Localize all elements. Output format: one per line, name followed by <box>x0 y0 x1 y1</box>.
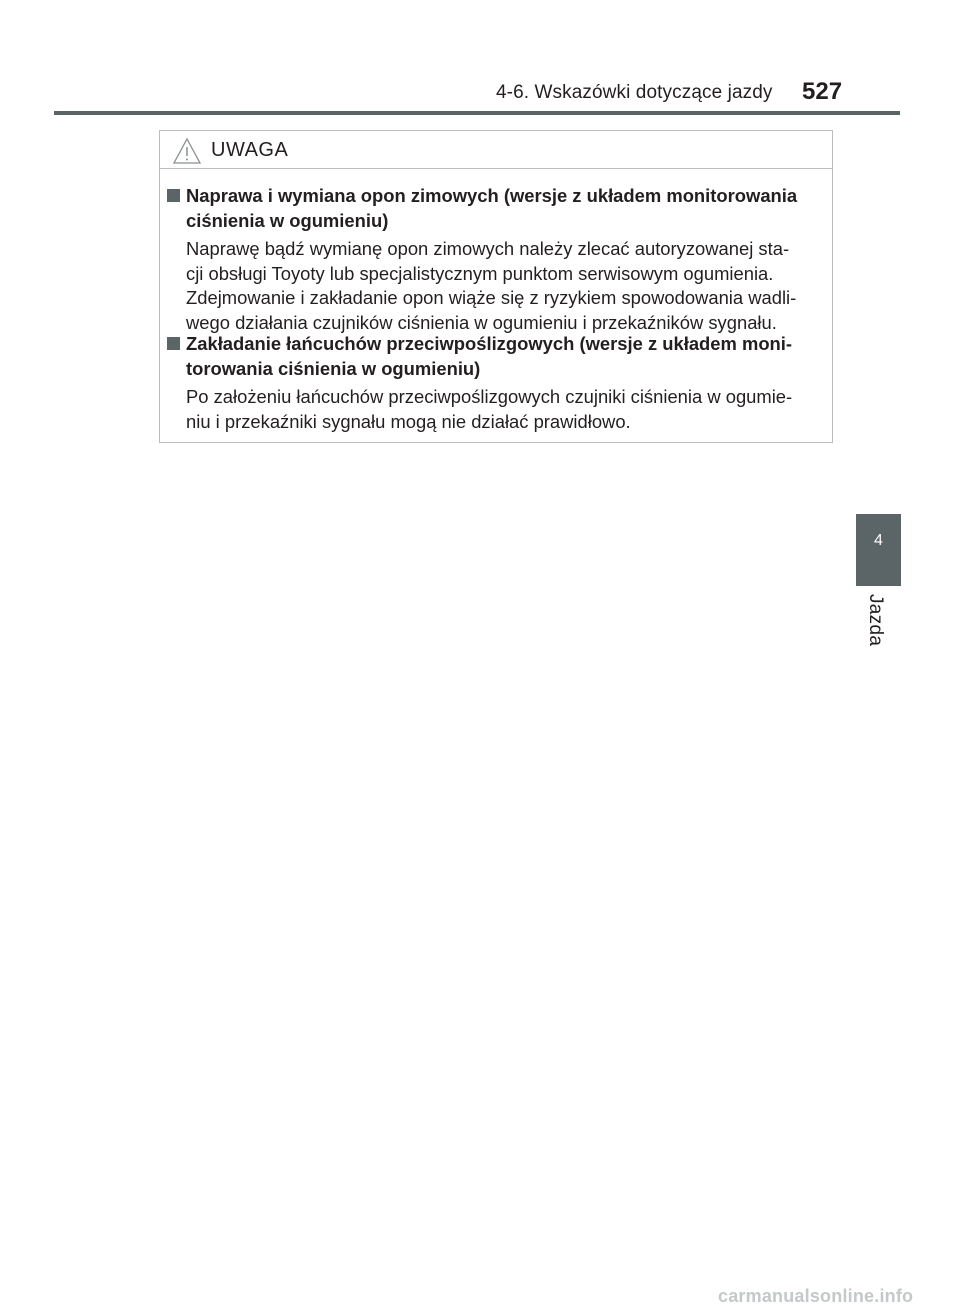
caution-item-title: Zakładanie łańcuchów przeciwpoślizgowych (wersje z układem moni- torowania ciśnienia w ogumieniu) <box>186 333 793 379</box>
caution-item-body: Naprawę bądź wymianę opon zimowych należy zlecać autoryzowanej sta- cji obsługi Toyoty lub specjalistycznym punktom serwisowym ogumienia. Zdejmowanie i zakładanie opon wiąże się z ryzykiem spowodowania wadli- wego działania czujników ciśnienia w ogumieniu i przekaźników sygnału. <box>186 238 797 333</box>
chapter-number: 4 <box>874 532 883 549</box>
page-number: 527 <box>802 78 843 105</box>
chapter-label: Jazda <box>865 594 886 647</box>
watermark: carmanualsonline.info <box>718 1286 914 1306</box>
caution-item-title: Naprawa i wymiana opon zimowych (wersje z układem monitorowania ciśnienia w ogumieniu) <box>186 185 798 231</box>
caution-item-body: Po założeniu łańcuchów przeciwpoślizgowych czujniki ciśnienia w ogumie- niu i przekaźniki sygnału mogą nie działać prawidłowo. <box>186 386 793 432</box>
square-bullet-icon <box>167 337 180 350</box>
chapter-tab <box>856 514 901 586</box>
warning-triangle-icon <box>172 137 202 165</box>
square-bullet-icon <box>167 189 180 202</box>
caution-header <box>160 131 832 169</box>
caution-title: UWAGA <box>211 139 289 161</box>
header-divider <box>54 111 900 115</box>
caution-box <box>159 130 833 443</box>
section-title: 4-6. Wskazówki dotyczące jazdy <box>496 82 773 103</box>
